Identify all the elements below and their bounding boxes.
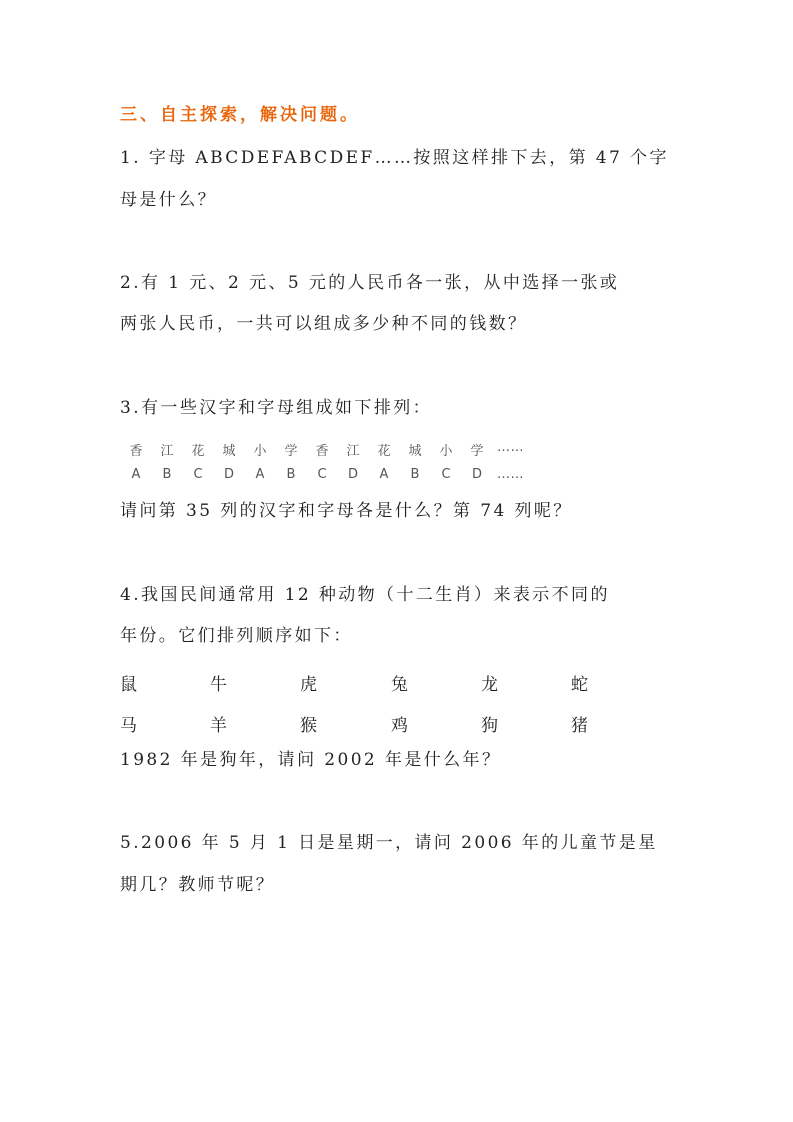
question-4-line-2: 年份。它们排列顺序如下： — [120, 626, 353, 646]
question-5-line-2: 期几？教师节呢？ — [120, 875, 276, 895]
letter-cell: D — [347, 467, 358, 482]
question-3-line-1: 3.有一些汉字和字母组成如下排列： — [120, 398, 433, 418]
zodiac-animal: 猪 — [571, 716, 588, 736]
letter-cell: C — [193, 467, 203, 482]
hanzi-cell: 花 — [191, 444, 205, 459]
hanzi-cell: 江 — [160, 444, 174, 459]
zodiac-animal: 牛 — [210, 675, 227, 695]
hanzi-cell: 城 — [408, 444, 422, 459]
zodiac-animal: 羊 — [210, 716, 227, 736]
question-4-line-1: 4.我国民间通常用 12 种动物（十二生肖）来表示不同的 — [120, 585, 610, 605]
zodiac-animal: 鼠 — [120, 675, 137, 695]
hanzi-cell: 江 — [346, 444, 360, 459]
question-3-prompt: 请问第 35 列的汉字和字母各是什么？第 74 列呢？ — [120, 501, 573, 521]
zodiac-animal: 马 — [120, 716, 137, 736]
question-2-line-2: 两张人民币，一共可以组成多少种不同的钱数？ — [120, 314, 528, 334]
letter-cell: A — [379, 467, 389, 482]
zodiac-animal: 狗 — [481, 716, 498, 736]
hanzi-cell: 香 — [315, 444, 329, 459]
letter-cell: C — [441, 467, 451, 482]
zodiac-animal: 兔 — [391, 675, 408, 695]
section-title: 三、自主探索，解决问题。 — [120, 105, 360, 125]
hanzi-cell: 城 — [222, 444, 236, 459]
letter-cell: B — [286, 467, 296, 482]
letter-cell: C — [317, 467, 327, 482]
zodiac-animal: 蛇 — [571, 675, 588, 695]
question-1-line-1: 1. 字母 ABCDEFABCDEF……按照这样排下去，第 47 个字 — [120, 148, 669, 168]
question-1-line-2: 母是什么？ — [120, 190, 217, 210]
hanzi-cell: 小 — [253, 444, 267, 459]
question-4-prompt: 1982 年是狗年，请问 2002 年是什么年？ — [120, 750, 502, 770]
letter-cell: D — [471, 467, 482, 482]
question-2-line-1: 2.有 1 元、2 元、5 元的人民币各一张，从中选择一张或 — [120, 273, 620, 293]
letter-ellipsis: …… — [497, 467, 524, 482]
letter-cell: B — [162, 467, 172, 482]
hanzi-ellipsis: …… — [497, 440, 524, 455]
zodiac-animal: 虎 — [300, 675, 317, 695]
question-5-line-1: 5.2006 年 5 月 1 日是星期一，请问 2006 年的儿童节是星 — [120, 833, 658, 853]
letter-cell: B — [410, 467, 420, 482]
letter-cell: A — [255, 467, 265, 482]
hanzi-cell: 香 — [129, 444, 143, 459]
hanzi-cell: 学 — [284, 444, 298, 459]
hanzi-cell: 小 — [439, 444, 453, 459]
zodiac-animal: 鸡 — [391, 716, 408, 736]
hanzi-cell: 学 — [470, 444, 484, 459]
hanzi-cell: 花 — [377, 444, 391, 459]
zodiac-animal: 猴 — [300, 716, 317, 736]
letter-cell: A — [131, 467, 141, 482]
zodiac-animal: 龙 — [481, 675, 498, 695]
letter-cell: D — [223, 467, 234, 482]
